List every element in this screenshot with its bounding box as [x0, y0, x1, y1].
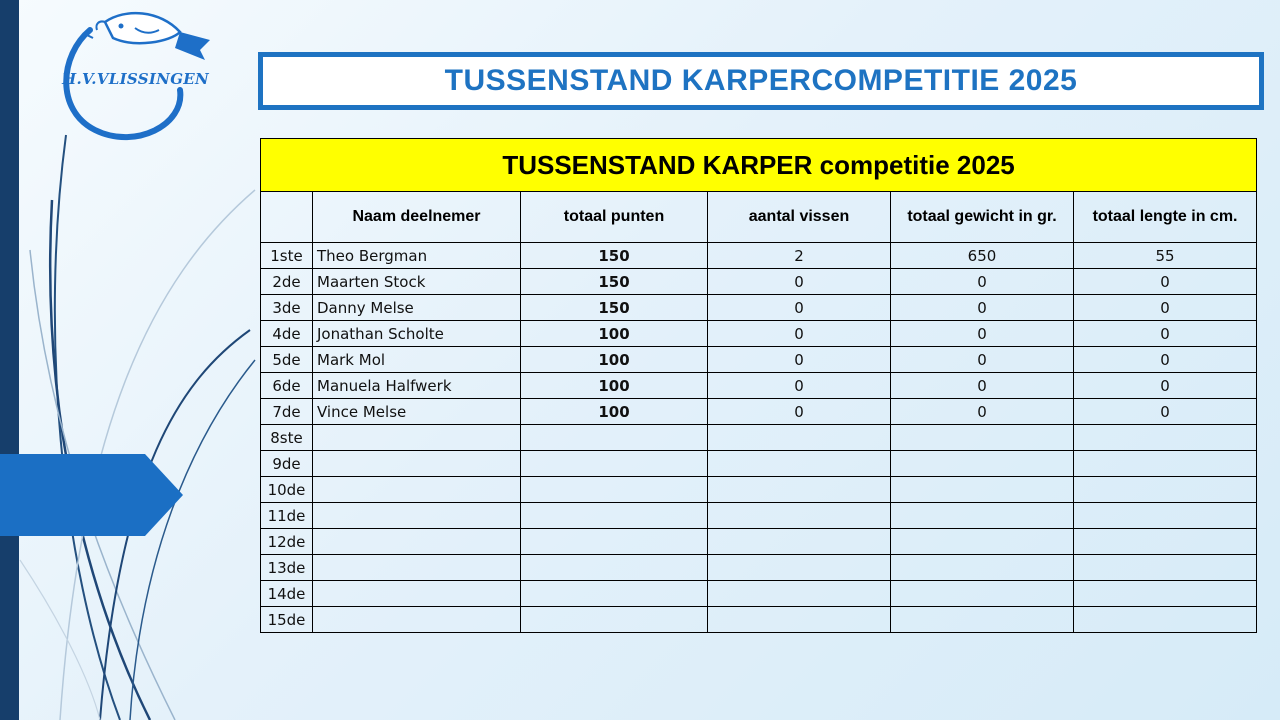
title-box — [258, 52, 1264, 110]
cell-length — [1074, 477, 1257, 503]
cell-fish: 0 — [708, 399, 891, 425]
table-row — [261, 503, 1257, 529]
cell-fish: 2 — [708, 243, 891, 269]
cell-name: Vince Melse — [313, 399, 521, 425]
score-table — [260, 138, 1257, 633]
cell-length — [1074, 425, 1257, 451]
cell-fish: 0 — [708, 269, 891, 295]
cell-fish — [708, 451, 891, 477]
table-row — [261, 399, 1257, 425]
cell-points: 150 — [521, 269, 708, 295]
cell-fish — [708, 607, 891, 633]
cell-points: 100 — [521, 373, 708, 399]
cell-rank: 6de — [261, 373, 313, 399]
cell-name — [313, 607, 521, 633]
cell-weight — [891, 555, 1074, 581]
cell-rank: 8ste — [261, 425, 313, 451]
cell-weight — [891, 529, 1074, 555]
cell-fish — [708, 529, 891, 555]
header-weight: totaal gewicht in gr. — [891, 192, 1074, 243]
cell-length: 55 — [1074, 243, 1257, 269]
cell-points — [521, 555, 708, 581]
cell-fish: 0 — [708, 295, 891, 321]
cell-points: 100 — [521, 321, 708, 347]
cell-points — [521, 607, 708, 633]
cell-rank: 7de — [261, 399, 313, 425]
cell-name — [313, 477, 521, 503]
cell-name: Theo Bergman — [313, 243, 521, 269]
cell-length — [1074, 529, 1257, 555]
cell-points — [521, 425, 708, 451]
cell-fish — [708, 477, 891, 503]
cell-length — [1074, 451, 1257, 477]
cell-points — [521, 477, 708, 503]
table-banner-row — [261, 139, 1257, 192]
cell-weight: 0 — [891, 347, 1074, 373]
cell-weight — [891, 451, 1074, 477]
cell-fish — [708, 503, 891, 529]
table-row — [261, 243, 1257, 269]
header-name: Naam deelnemer — [313, 192, 521, 243]
table-row — [261, 269, 1257, 295]
cell-rank: 4de — [261, 321, 313, 347]
cell-fish — [708, 555, 891, 581]
cell-weight — [891, 425, 1074, 451]
table-row — [261, 581, 1257, 607]
cell-rank: 11de — [261, 503, 313, 529]
table-row — [261, 607, 1257, 633]
cell-name: Jonathan Scholte — [313, 321, 521, 347]
table-row — [261, 477, 1257, 503]
page-title: TUSSENSTAND KARPERCOMPETITIE 2025 — [444, 64, 1078, 97]
cell-name: Danny Melse — [313, 295, 521, 321]
cell-points: 150 — [521, 295, 708, 321]
table-row — [261, 451, 1257, 477]
table-banner: TUSSENSTAND KARPER competitie 2025 — [261, 139, 1257, 192]
table-header-row — [261, 192, 1257, 243]
cell-rank: 2de — [261, 269, 313, 295]
cell-rank: 13de — [261, 555, 313, 581]
cell-rank: 10de — [261, 477, 313, 503]
cell-rank: 5de — [261, 347, 313, 373]
cell-length: 0 — [1074, 347, 1257, 373]
cell-name — [313, 529, 521, 555]
cell-name — [313, 425, 521, 451]
table-row — [261, 347, 1257, 373]
cell-name — [313, 451, 521, 477]
cell-length: 0 — [1074, 399, 1257, 425]
table-row — [261, 529, 1257, 555]
cell-length: 0 — [1074, 321, 1257, 347]
header-length: totaal lengte in cm. — [1074, 192, 1257, 243]
cell-name — [313, 503, 521, 529]
cell-weight: 0 — [891, 269, 1074, 295]
cell-length — [1074, 503, 1257, 529]
cell-rank: 15de — [261, 607, 313, 633]
cell-rank: 3de — [261, 295, 313, 321]
cell-weight: 0 — [891, 295, 1074, 321]
cell-name: Maarten Stock — [313, 269, 521, 295]
cell-points: 100 — [521, 347, 708, 373]
cell-points — [521, 451, 708, 477]
header-points: totaal punten — [521, 192, 708, 243]
cell-weight: 650 — [891, 243, 1074, 269]
cell-fish: 0 — [708, 321, 891, 347]
cell-points: 150 — [521, 243, 708, 269]
cell-length: 0 — [1074, 373, 1257, 399]
cell-rank: 9de — [261, 451, 313, 477]
cell-rank: 1ste — [261, 243, 313, 269]
cell-length — [1074, 581, 1257, 607]
cell-weight — [891, 477, 1074, 503]
cell-weight — [891, 503, 1074, 529]
cell-name: Manuela Halfwerk — [313, 373, 521, 399]
table-row — [261, 373, 1257, 399]
cell-name — [313, 581, 521, 607]
arrow-tab-shape — [0, 454, 183, 536]
cell-length — [1074, 555, 1257, 581]
cell-length — [1074, 607, 1257, 633]
cell-rank: 12de — [261, 529, 313, 555]
logo-text: H.V.VLISSINGEN — [62, 70, 210, 88]
cell-fish — [708, 425, 891, 451]
table-row — [261, 555, 1257, 581]
table-row — [261, 425, 1257, 451]
table-row — [261, 295, 1257, 321]
cell-weight — [891, 607, 1074, 633]
cell-points — [521, 581, 708, 607]
cell-length: 0 — [1074, 269, 1257, 295]
cell-name: Mark Mol — [313, 347, 521, 373]
cell-rank: 14de — [261, 581, 313, 607]
cell-fish: 0 — [708, 347, 891, 373]
cell-name — [313, 555, 521, 581]
cell-weight — [891, 581, 1074, 607]
header-rank — [261, 192, 313, 243]
cell-weight: 0 — [891, 399, 1074, 425]
cell-weight: 0 — [891, 373, 1074, 399]
table-row — [261, 321, 1257, 347]
cell-fish: 0 — [708, 373, 891, 399]
cell-points — [521, 529, 708, 555]
cell-weight: 0 — [891, 321, 1074, 347]
header-fish: aantal vissen — [708, 192, 891, 243]
cell-fish — [708, 581, 891, 607]
cell-length: 0 — [1074, 295, 1257, 321]
cell-points: 100 — [521, 399, 708, 425]
cell-points — [521, 503, 708, 529]
